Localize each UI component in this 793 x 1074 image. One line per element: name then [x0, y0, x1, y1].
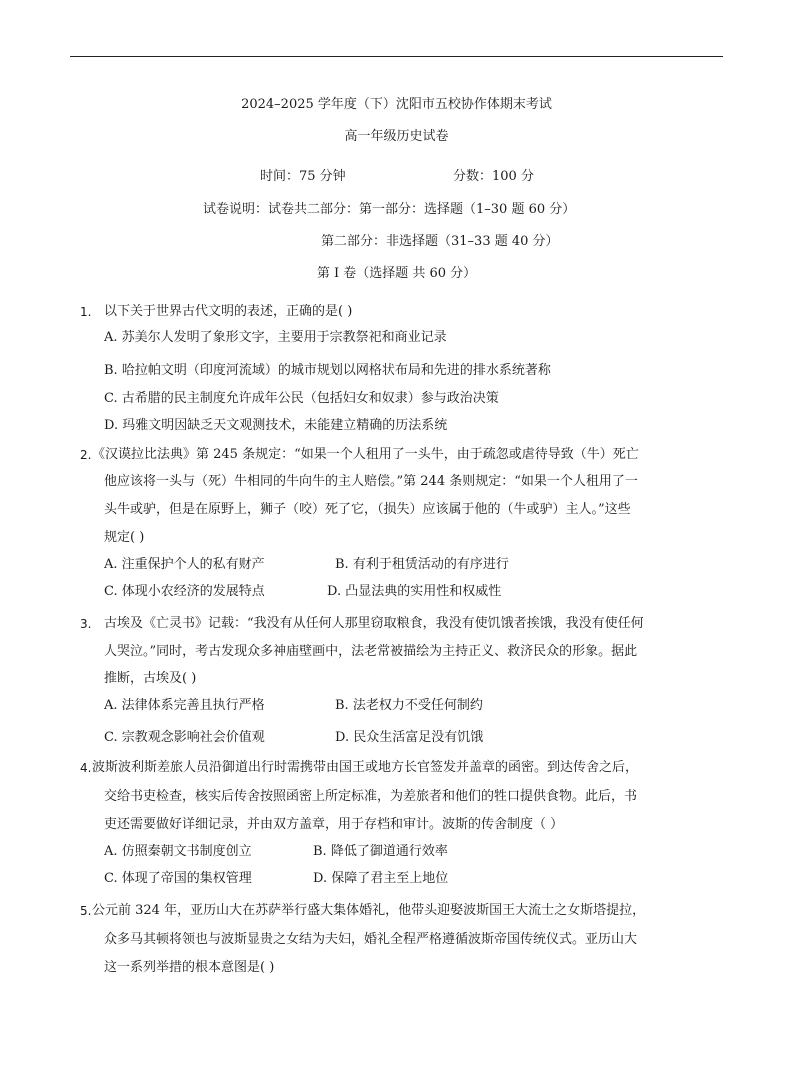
instructions-part-2: 第二部分：非选择题（31–33 题 40 分）	[321, 234, 559, 249]
option-d[interactable]: D. 凸显法典的实用性和权威性	[327, 584, 502, 599]
section-title: 第 Ⅰ 卷（选择题 共 60 分）	[316, 266, 477, 281]
instructions-part-1: 试卷说明：试卷共二部分：第一部分：选择题（1–30 题 60 分）	[203, 202, 576, 217]
option-c[interactable]: C. 体现小农经济的发展特点	[104, 584, 265, 599]
question-stem-line-3: 头牛或驴，但是在原野上，狮子（咬）死了它，（损失）应该属于他的（牛或驴）主人。”这些	[104, 502, 631, 517]
exam-score: 分数：100 分	[453, 169, 534, 184]
option-d[interactable]: D. 玛雅文明因缺乏天文观测技术，未能建立精确的历法系统	[104, 418, 448, 433]
question-stem-line-4: 规定( )	[104, 530, 145, 545]
option-d[interactable]: D. 保障了君主至上地位	[313, 871, 449, 886]
question-stem-line-3: 推断，古埃及( )	[104, 671, 197, 686]
option-a[interactable]: A. 法律体系完善且执行严格	[104, 698, 265, 713]
question-stem-line-1: 公元前 324 年，亚历山大在苏萨举行盛大集体婚礼，他带头迎娶波斯国王大流士之女斯塔提拉，	[92, 903, 646, 918]
option-b[interactable]: B. 哈拉帕文明（印度河流域）的城市规划以网格状布局和先进的排水系统著称	[104, 363, 551, 378]
question-number: 1.	[80, 305, 92, 319]
question-stem-line-3: 吏还需要做好详细记录，并由双方盖章，用于存档和审计。波斯的传舍制度（ ）	[104, 817, 564, 832]
option-c[interactable]: C. 古希腊的民主制度允许成年公民（包括妇女和奴隶）参与政治决策	[104, 391, 499, 406]
question-stem-line-1: 古埃及《亡灵书》记载：“我没有从任何人那里窃取粮食，我没有使饥饿者挨饿，我没有使任何	[104, 616, 644, 631]
question-stem-line-1: 波斯波利斯差旅人员沿御道出行时需携带由国王或地方长官签发并盖章的函密。到达传舍之后，	[92, 760, 639, 775]
option-c[interactable]: C. 宗教观念影响社会价值观	[104, 730, 265, 745]
question-stem-line-2: 众多马其顿将领也与波斯显贵之女结为夫妇，婚礼全程严格遵循波斯帝国传统仪式。亚历山大	[104, 932, 638, 947]
header-rule	[70, 56, 723, 57]
option-c[interactable]: C. 体现了帝国的集权管理	[104, 871, 252, 886]
question-number: 3.	[80, 617, 92, 631]
exam-title: 2024–2025 学年度（下）沈阳市五校协作体期末考试	[241, 97, 552, 112]
question-stem-line-3: 这一系列举措的根本意图是( )	[104, 960, 275, 975]
option-a[interactable]: A. 注重保护个人的私有财产	[104, 557, 265, 572]
option-b[interactable]: B. 有利于租赁活动的有序进行	[335, 557, 509, 572]
question-stem-line-2: 人哭泣。”同时，考古发现众多神庙壁画中，法老常被描绘为主持正义、救济民众的形象。据此	[104, 644, 638, 659]
option-b[interactable]: B. 法老权力不受任何制约	[335, 698, 483, 713]
option-a[interactable]: A. 苏美尔人发明了象形文字，主要用于宗教祭祀和商业记录	[104, 330, 447, 345]
option-a[interactable]: A. 仿照秦朝文书制度创立	[104, 844, 252, 859]
exam-time: 时间：75 分钟	[260, 169, 346, 184]
question-number: 5.	[80, 904, 92, 918]
question-stem-line-1: 《汉谟拉比法典》第 245 条规定：“如果一个人租用了一头牛，由于疏忽或虐待导致（牛）死亡	[92, 447, 639, 462]
option-b[interactable]: B. 降低了御道通行效率	[313, 844, 448, 859]
option-d[interactable]: D. 民众生活富足没有饥饿	[335, 730, 484, 745]
exam-subtitle: 高一年级历史试卷	[344, 129, 449, 144]
question-stem-line-2: 他应该将一头与（死）牛相同的牛向牛的主人赔偿。”第 244 条则规定：“如果一个人租用了一	[104, 474, 638, 489]
question-number: 4.	[80, 761, 92, 775]
question-stem: 以下关于世界古代文明的表述，正确的是( )	[104, 304, 353, 319]
question-stem-line-2: 交给书吏检查，核实后传舍按照函密上所定标准，为差旅者和他们的牲口提供食物。此后，书	[104, 789, 638, 804]
question-number: 2.	[80, 448, 92, 462]
